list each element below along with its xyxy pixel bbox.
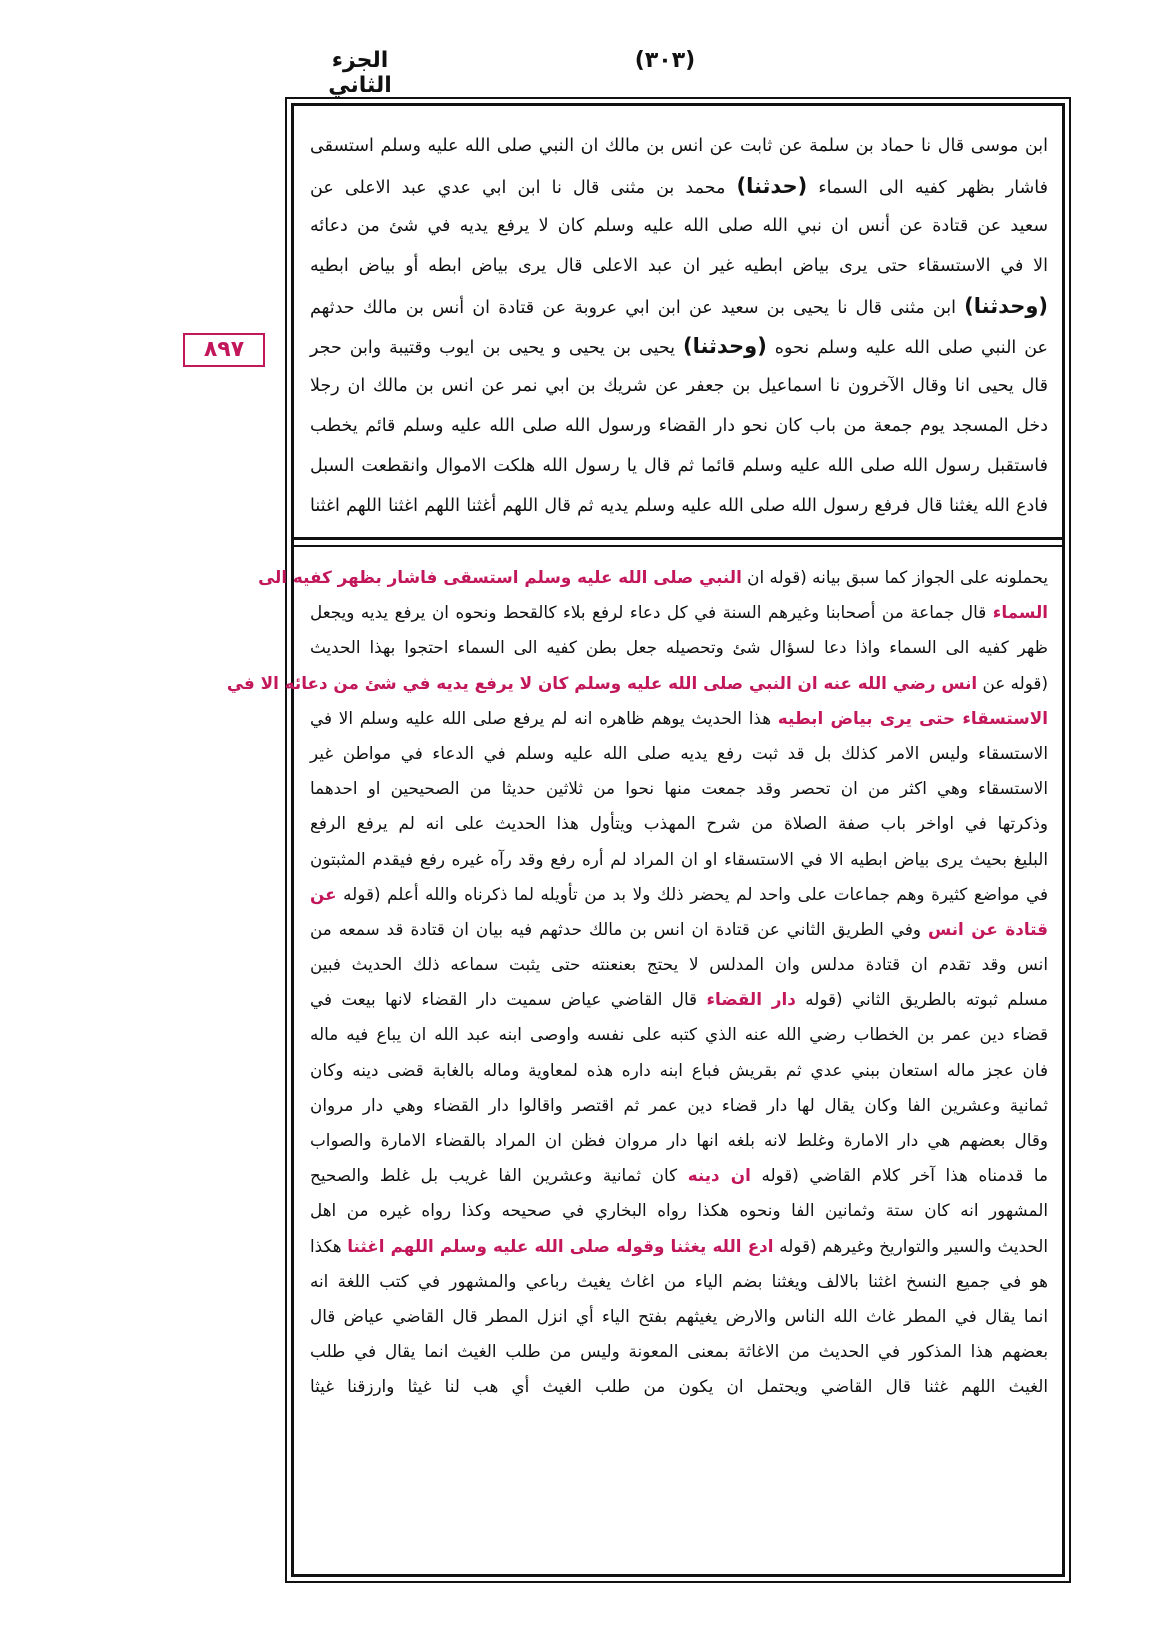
hadith-text-block bbox=[310, 126, 1048, 531]
text-run: وذكرتها في اواخر باب صفة الصلاة من شرح المهذب ويتأول هذا الحديث على انه لم يرفع الرفع bbox=[310, 813, 1048, 834]
commentary-line bbox=[258, 560, 1048, 595]
commentary-line bbox=[310, 1053, 1048, 1088]
hadith-line bbox=[310, 406, 1048, 446]
commentary-line bbox=[310, 1334, 1048, 1369]
text-run: ابن مثنى قال نا يحيى بن سعيد عن ابن ابي عروبة عن قتادة ان أنس بن مالك حدثهم bbox=[310, 298, 965, 318]
commentary-line bbox=[310, 1158, 1048, 1193]
text-run: وفي الطريق الثاني عن قتادة ان انس بن مالك حدثهم فيه بيان ان قتادة قد سمعه من bbox=[310, 918, 928, 939]
highlighted-quote: السماء bbox=[992, 602, 1048, 623]
highlighted-quote: الاستسقاء حتى يرى بياض ابطيه bbox=[777, 707, 1048, 728]
text-run: هذا الحديث يوهم ظاهره انه لم يرفع صلى الله عليه وسلم الا في bbox=[310, 707, 778, 728]
text-run: فان عجز ماله استعان ببني عدي ثم بقريش فباع ابنه داره هذه لمعاوية وماله بالغابة قضى دينه وكان bbox=[310, 1059, 1048, 1080]
hadith-number-badge: ٨٩٧ bbox=[183, 333, 265, 367]
text-run: الحديث والسير والتواريخ وغيرهم (قوله bbox=[773, 1235, 1049, 1256]
text-run: (قوله عن bbox=[977, 672, 1048, 693]
commentary-line bbox=[310, 1017, 1048, 1052]
commentary-line bbox=[310, 1088, 1048, 1123]
text-run: ما قدمناه هذا آخر كلام القاضي (قوله bbox=[750, 1165, 1048, 1186]
commentary-line bbox=[310, 771, 1048, 806]
page-number: (٣٠٣) bbox=[634, 48, 696, 73]
hadith-line bbox=[310, 366, 1048, 406]
narration-marker: (وحدثنا) bbox=[682, 334, 767, 358]
text-run: قال جماعة من أصحابنا وغيرهم السنة في كل دعاء لرفع بلاء كالقحط ونحوه ان يرفع يديه ويجعل bbox=[310, 602, 993, 623]
narration-marker: (وحدثنا) bbox=[964, 294, 1048, 318]
commentary-line bbox=[310, 1193, 1048, 1228]
commentary-line bbox=[310, 842, 1048, 877]
highlighted-quote: قتادة عن انس bbox=[927, 918, 1048, 939]
highlighted-quote: دار القضاء bbox=[706, 989, 796, 1010]
commentary-line bbox=[310, 1123, 1048, 1158]
text-run: دخل المسجد يوم جمعة من باب كان نحو دار القضاء ورسول الله صلى الله عليه وسلم قائم يخطب bbox=[310, 416, 1048, 436]
text-run: سعيد عن قتادة عن أنس ان نبي الله صلى الله عليه وسلم كان لا يرفع يديه في شئ من دعائه bbox=[310, 216, 1048, 236]
hadith-line bbox=[310, 246, 1048, 286]
commentary-line bbox=[310, 982, 1048, 1017]
highlighted-quote: ان دينه bbox=[687, 1165, 751, 1186]
commentary-line bbox=[310, 1369, 1048, 1404]
commentary-line bbox=[310, 1264, 1048, 1299]
hadith-line bbox=[310, 126, 1048, 166]
commentary-line bbox=[226, 666, 1048, 701]
text-run: مسلم ثبوته بالطريق الثاني (قوله bbox=[795, 989, 1048, 1010]
commentary-line bbox=[310, 806, 1048, 841]
hadith-line bbox=[310, 286, 1048, 326]
highlighted-quote: انس رضي الله عنه ان النبي صلى الله عليه وسلم كان لا يرفع يديه في شئ من دعائه الا في bbox=[226, 672, 978, 693]
text-run: انس وقد تقدم ان قتادة مدلس وان المدلس لا يحتج بعنعنته حتى يثبت سماعه ذلك الحديث فبين bbox=[310, 954, 1048, 975]
hadith-line bbox=[310, 206, 1048, 246]
text-run: يحيى بن يحيى و يحيى بن ايوب وقتيبة وابن حجر bbox=[310, 338, 683, 358]
text-run: الاستسقاء وليس الامر كذلك بل قد ثبت رفع يديه صلى الله عليه وسلم في الدعاء في مواطن غير bbox=[310, 742, 1048, 763]
text-run: البليغ بحيث يرى بياض ابطيه الا في الاستسقاء او ان المراد لم أره رفع وقد رآه غيره رفع فيقدم المثبتون bbox=[310, 848, 1048, 869]
hadith-line bbox=[310, 326, 1048, 366]
commentary-text-block bbox=[226, 560, 1049, 1565]
text-run: وقال بعضهم هي دار الامارة وغلط لانه بلغه انها دار مروان فظن ان المراد بالقضاء الامارة والصواب bbox=[310, 1130, 1048, 1150]
hadith-line bbox=[310, 166, 1048, 206]
text-run: في مواضع كثيرة وهم جماعات على واحد لم يحضر ذلك ولا بد من تأويله لما ذكرناه والله أعلم (قوله bbox=[336, 883, 1048, 904]
hadith-line bbox=[310, 486, 1048, 526]
text-run: كان ثمانية وعشرين الفا غريب بل غلط والصحيح bbox=[310, 1165, 688, 1186]
text-run: المشهور انه كان ستة وثمانين الفا ونحوه هكذا رواه البخاري في صحيحه وكذا رواه غيره من اهل bbox=[310, 1200, 1048, 1221]
commentary-line bbox=[310, 701, 1048, 736]
text-run: فادع الله يغثنا قال فرفع رسول الله صلى الله عليه وسلم يديه ثم قال اللهم أغثنا اللهم اغثنا اللهم اغثنا bbox=[310, 496, 1048, 516]
text-run: قضاء دين عمر بن الخطاب رضي الله عنه الذي كتبه على نفسه واوصى ابنه عبد الله ان يباع فيه ماله bbox=[310, 1024, 1048, 1045]
commentary-line bbox=[310, 1299, 1048, 1334]
highlighted-quote: ادع الله يغثنا وقوله صلى الله عليه وسلم اللهم اغثنا bbox=[347, 1235, 774, 1256]
text-run: فاشار بظهر كفيه الى السماء bbox=[807, 178, 1048, 198]
commentary-line bbox=[310, 912, 1048, 947]
text-run: هكذا bbox=[310, 1235, 348, 1256]
commentary-line bbox=[310, 736, 1048, 771]
text-run: انما يقال في المطر غاث الله الناس والارض يغيثهم بفتح الياء أي انزل المطر قال القاضي عياض قال bbox=[310, 1305, 1048, 1326]
hadith-line bbox=[310, 446, 1048, 486]
text-run: فاستقبل رسول الله صلى الله عليه وسلم قائما ثم قال يا رسول الله هلكت الاموال وانقطعت السبل bbox=[310, 456, 1048, 476]
text-run: محمد بن مثنى قال نا ابن ابي عدي عبد الاعلى عن bbox=[310, 178, 737, 198]
section-divider bbox=[291, 537, 1065, 547]
text-run: يحملونه على الجواز كما سبق بيانه (قوله ان bbox=[741, 567, 1048, 587]
commentary-line bbox=[310, 877, 1048, 912]
text-run: بعضهم هذا المذكور في الحديث من الاغاثة بمعنى المعونة وليس من طلب الغيث انما يقال في طلب bbox=[310, 1341, 1048, 1362]
text-run: هو في جميع النسخ اغثنا بالالف ويغثنا بضم الياء من اغاث يغيث رباعي والمشهور في كتب اللغة انه bbox=[310, 1270, 1048, 1291]
text-run: قال القاضي عياض سميت دار القضاء لانها بيعت في bbox=[310, 989, 707, 1010]
commentary-line bbox=[310, 947, 1048, 982]
text-run: عن النبي صلى الله عليه وسلم نحوه bbox=[766, 338, 1048, 358]
text-run: ثمانية وعشرين الفا وكان يقال لها دار قضاء دين عمر ثم اقتصر واقالوا دار القضاء وهي دار مروان bbox=[310, 1094, 1048, 1115]
highlighted-quote: النبي صلى الله عليه وسلم استسقى فاشار بظهر كفيه الى bbox=[258, 567, 742, 587]
text-run: ظهر كفيه الى السماء واذا دعا لسؤال شئ وتحصيله جعل بطن كفيه الى السماء احتجوا بهذا الحديث bbox=[310, 637, 1048, 658]
text-run: الا في الاستسقاء حتى يرى بياض ابطيه غير ان عبد الاعلى قال يرى بياض ابطه أو بياض ابطيه bbox=[310, 256, 1048, 276]
text-run: قال يحيى انا وقال الآخرون نا اسماعيل بن جعفر عن شريك بن ابي نمر عن انس بن مالك ان رجلا bbox=[310, 376, 1048, 396]
commentary-line bbox=[310, 1229, 1048, 1264]
narration-marker: (حدثنا) bbox=[736, 174, 808, 198]
commentary-line bbox=[310, 595, 1048, 630]
text-run: الاستسقاء وهي اكثر من ان تحصر وقد جمعت منها نحوا من ثلاثين حديثا من الصحيحين او احدهما bbox=[310, 778, 1048, 799]
running-header-title: الجزء الثاني bbox=[328, 48, 392, 98]
text-run: الغيث اللهم غثنا قال القاضي ويحتمل ان يكون من طلب الغيث أي هب لنا غيثا وارزقنا غيثا bbox=[310, 1376, 1048, 1397]
commentary-line bbox=[310, 630, 1048, 665]
text-run: ابن موسى قال نا حماد بن سلمة عن ثابت عن انس بن مالك ان النبي صلى الله عليه وسلم استسقى bbox=[310, 136, 1048, 156]
highlighted-quote: عن bbox=[310, 883, 337, 904]
